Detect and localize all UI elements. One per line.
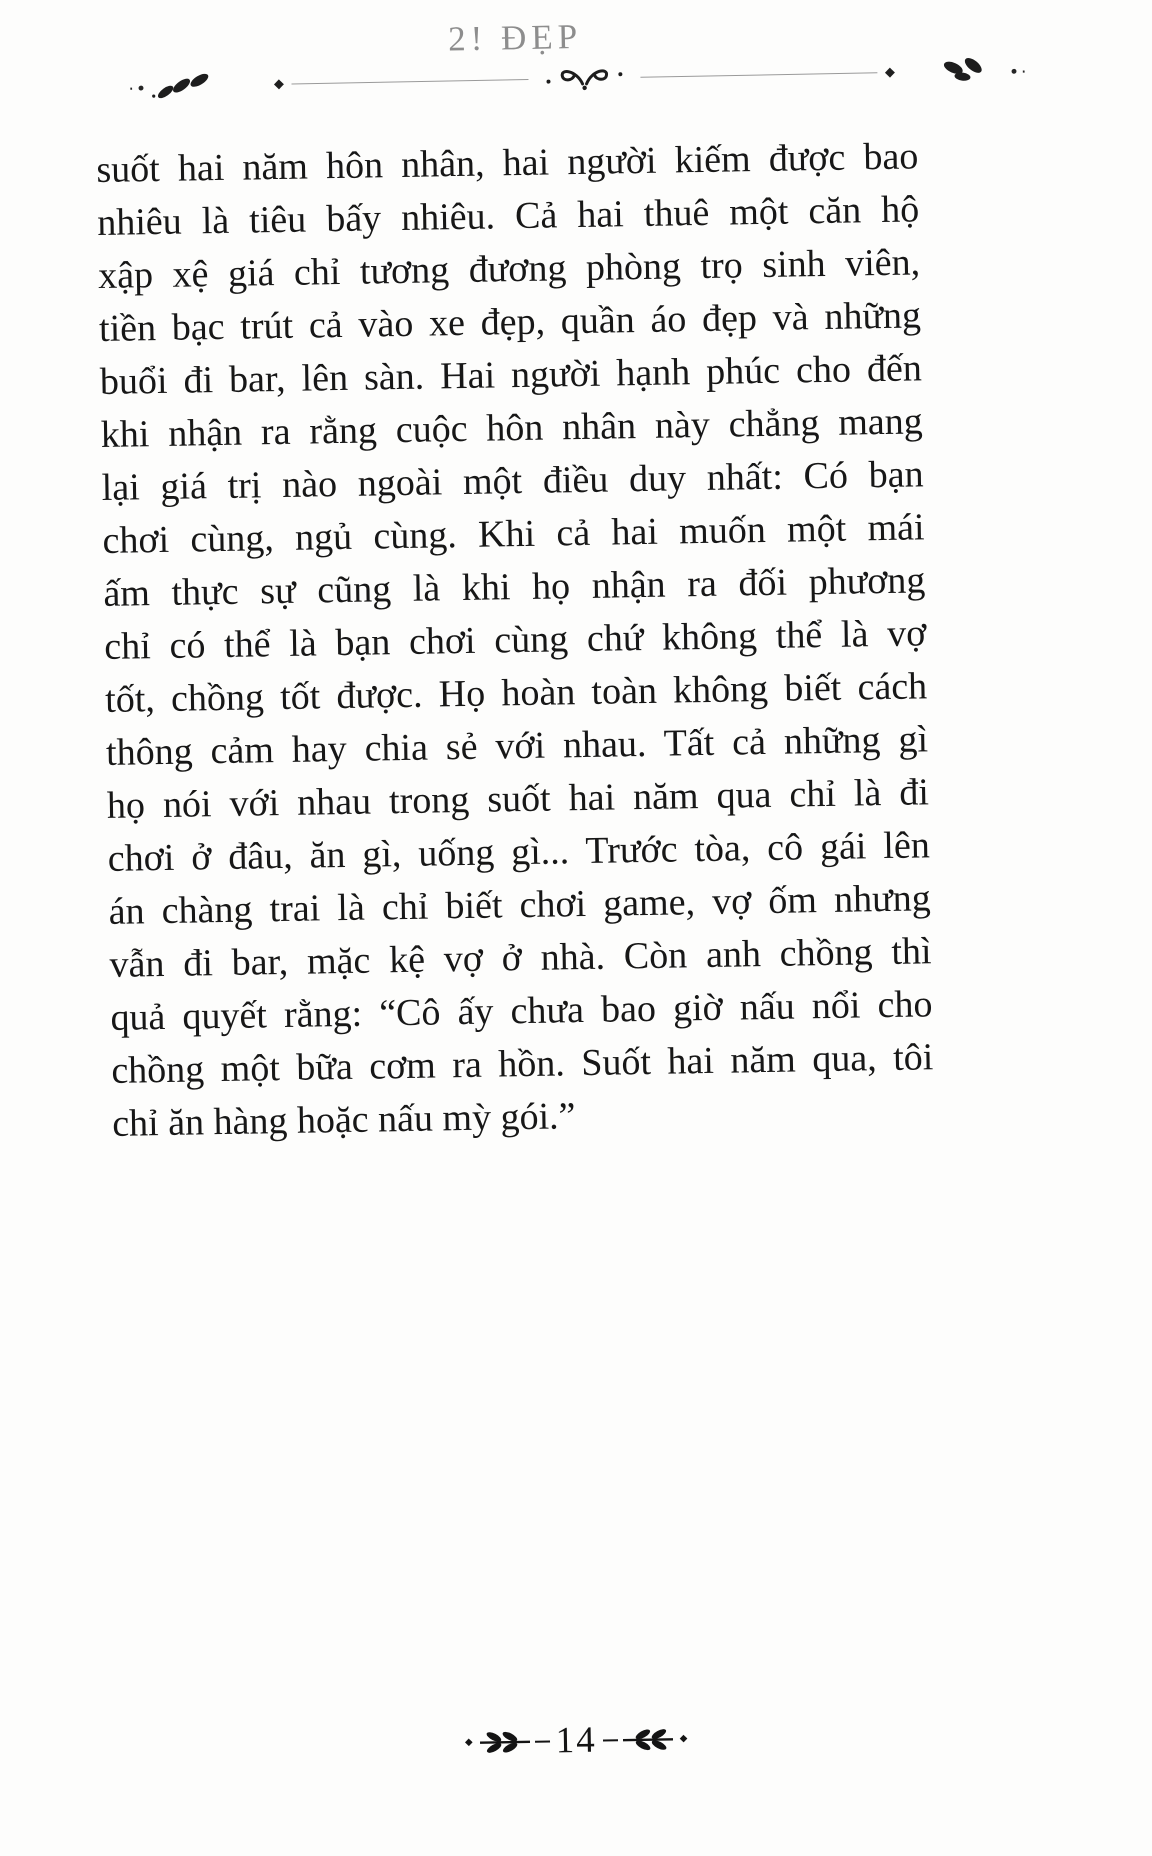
body-line: tốt, chồng tốt được. Họ hoàn toàn không biết cách (104, 665, 928, 721)
floral-heart-right-icon (929, 55, 1010, 87)
page-header (127, 7, 1028, 102)
dots-ornament-left: ·• (128, 78, 149, 100)
divider-rule-left (292, 78, 529, 84)
page-number-ornament (464, 1720, 687, 1761)
body-line: buổi đi bar, lên sàn. Hai người hạnh phúc cho đến (99, 347, 923, 403)
scroll-flourish-center-icon (536, 61, 633, 95)
divider-rule-right (640, 72, 877, 78)
body-line: quả quyết rằng: “Cô ấy chưa bao giờ nấu nổi cho (110, 983, 933, 1039)
body-line: suốt hai năm hôn nhân, hai người kiếm được bao (96, 135, 919, 191)
body-line: họ nói với nhau trong suốt hai năm qua chỉ là đi (106, 771, 930, 827)
laurel-left-icon (477, 1730, 529, 1753)
body-line: tiền bạc trút cả vào xe đẹp, quần áo đẹp và những (98, 294, 922, 350)
floral-sprig-left-icon (148, 69, 241, 101)
divider-gap (895, 71, 929, 72)
diamond-icon-right: ◆ (884, 64, 896, 80)
diamond-dot-icon-left: ◆ (464, 1736, 473, 1748)
body-line: chỉ có thể là bạn chơi cùng chứ không thể là vợ (103, 612, 927, 668)
body-line: chơi cùng, ngủ cùng. Khi cả hai muốn một mái (102, 506, 925, 562)
page-footer (0, 1719, 1152, 1762)
body-line: nhiêu là tiêu bấy nhiêu. Cả hai thuê một căn hộ (96, 188, 920, 244)
diamond-dot-icon-right: ◆ (679, 1732, 688, 1744)
page-body-text (96, 130, 935, 1150)
laurel-right-icon (622, 1728, 674, 1751)
running-title: 2! ĐẸP (447, 16, 583, 59)
body-line: xập xệ giá chỉ tương đương phòng trọ sinh viên, (97, 241, 921, 297)
body-line: khi nhận ra rằng cuộc hôn nhân này chẳng mang (100, 400, 924, 456)
dots-ornament-right: •· (1008, 61, 1029, 83)
divider-gap (240, 84, 274, 85)
body-line: lại giá trị nào ngoài một điều duy nhất: Có bạn (101, 453, 924, 509)
footer-rule-left (534, 1740, 549, 1742)
body-line: vẫn đi bar, mặc kệ vợ ở nhà. Còn anh chồng thì (109, 930, 932, 986)
page-number: 14 (555, 1719, 597, 1762)
footer-rule-right (602, 1739, 617, 1741)
body-line: án chàng trai là chỉ biết chơi game, vợ ốm nhưng (108, 877, 931, 933)
body-line: chơi ở đâu, ăn gì, uống gì... Trước tòa, cô gái lên (107, 824, 931, 880)
body-line: ấm thực sự cũng là khi họ nhận ra đối phương (103, 559, 926, 615)
body-line: chỉ ăn hàng hoặc nấu mỳ gói.” (111, 1095, 576, 1145)
body-line: thông cảm hay chia sẻ với nhau. Tất cả những gì (105, 718, 929, 774)
body-line: chồng một bữa cơm ra hồn. Suốt hai năm qua, tôi (111, 1036, 934, 1092)
diamond-icon-left: ◆ (273, 76, 285, 92)
